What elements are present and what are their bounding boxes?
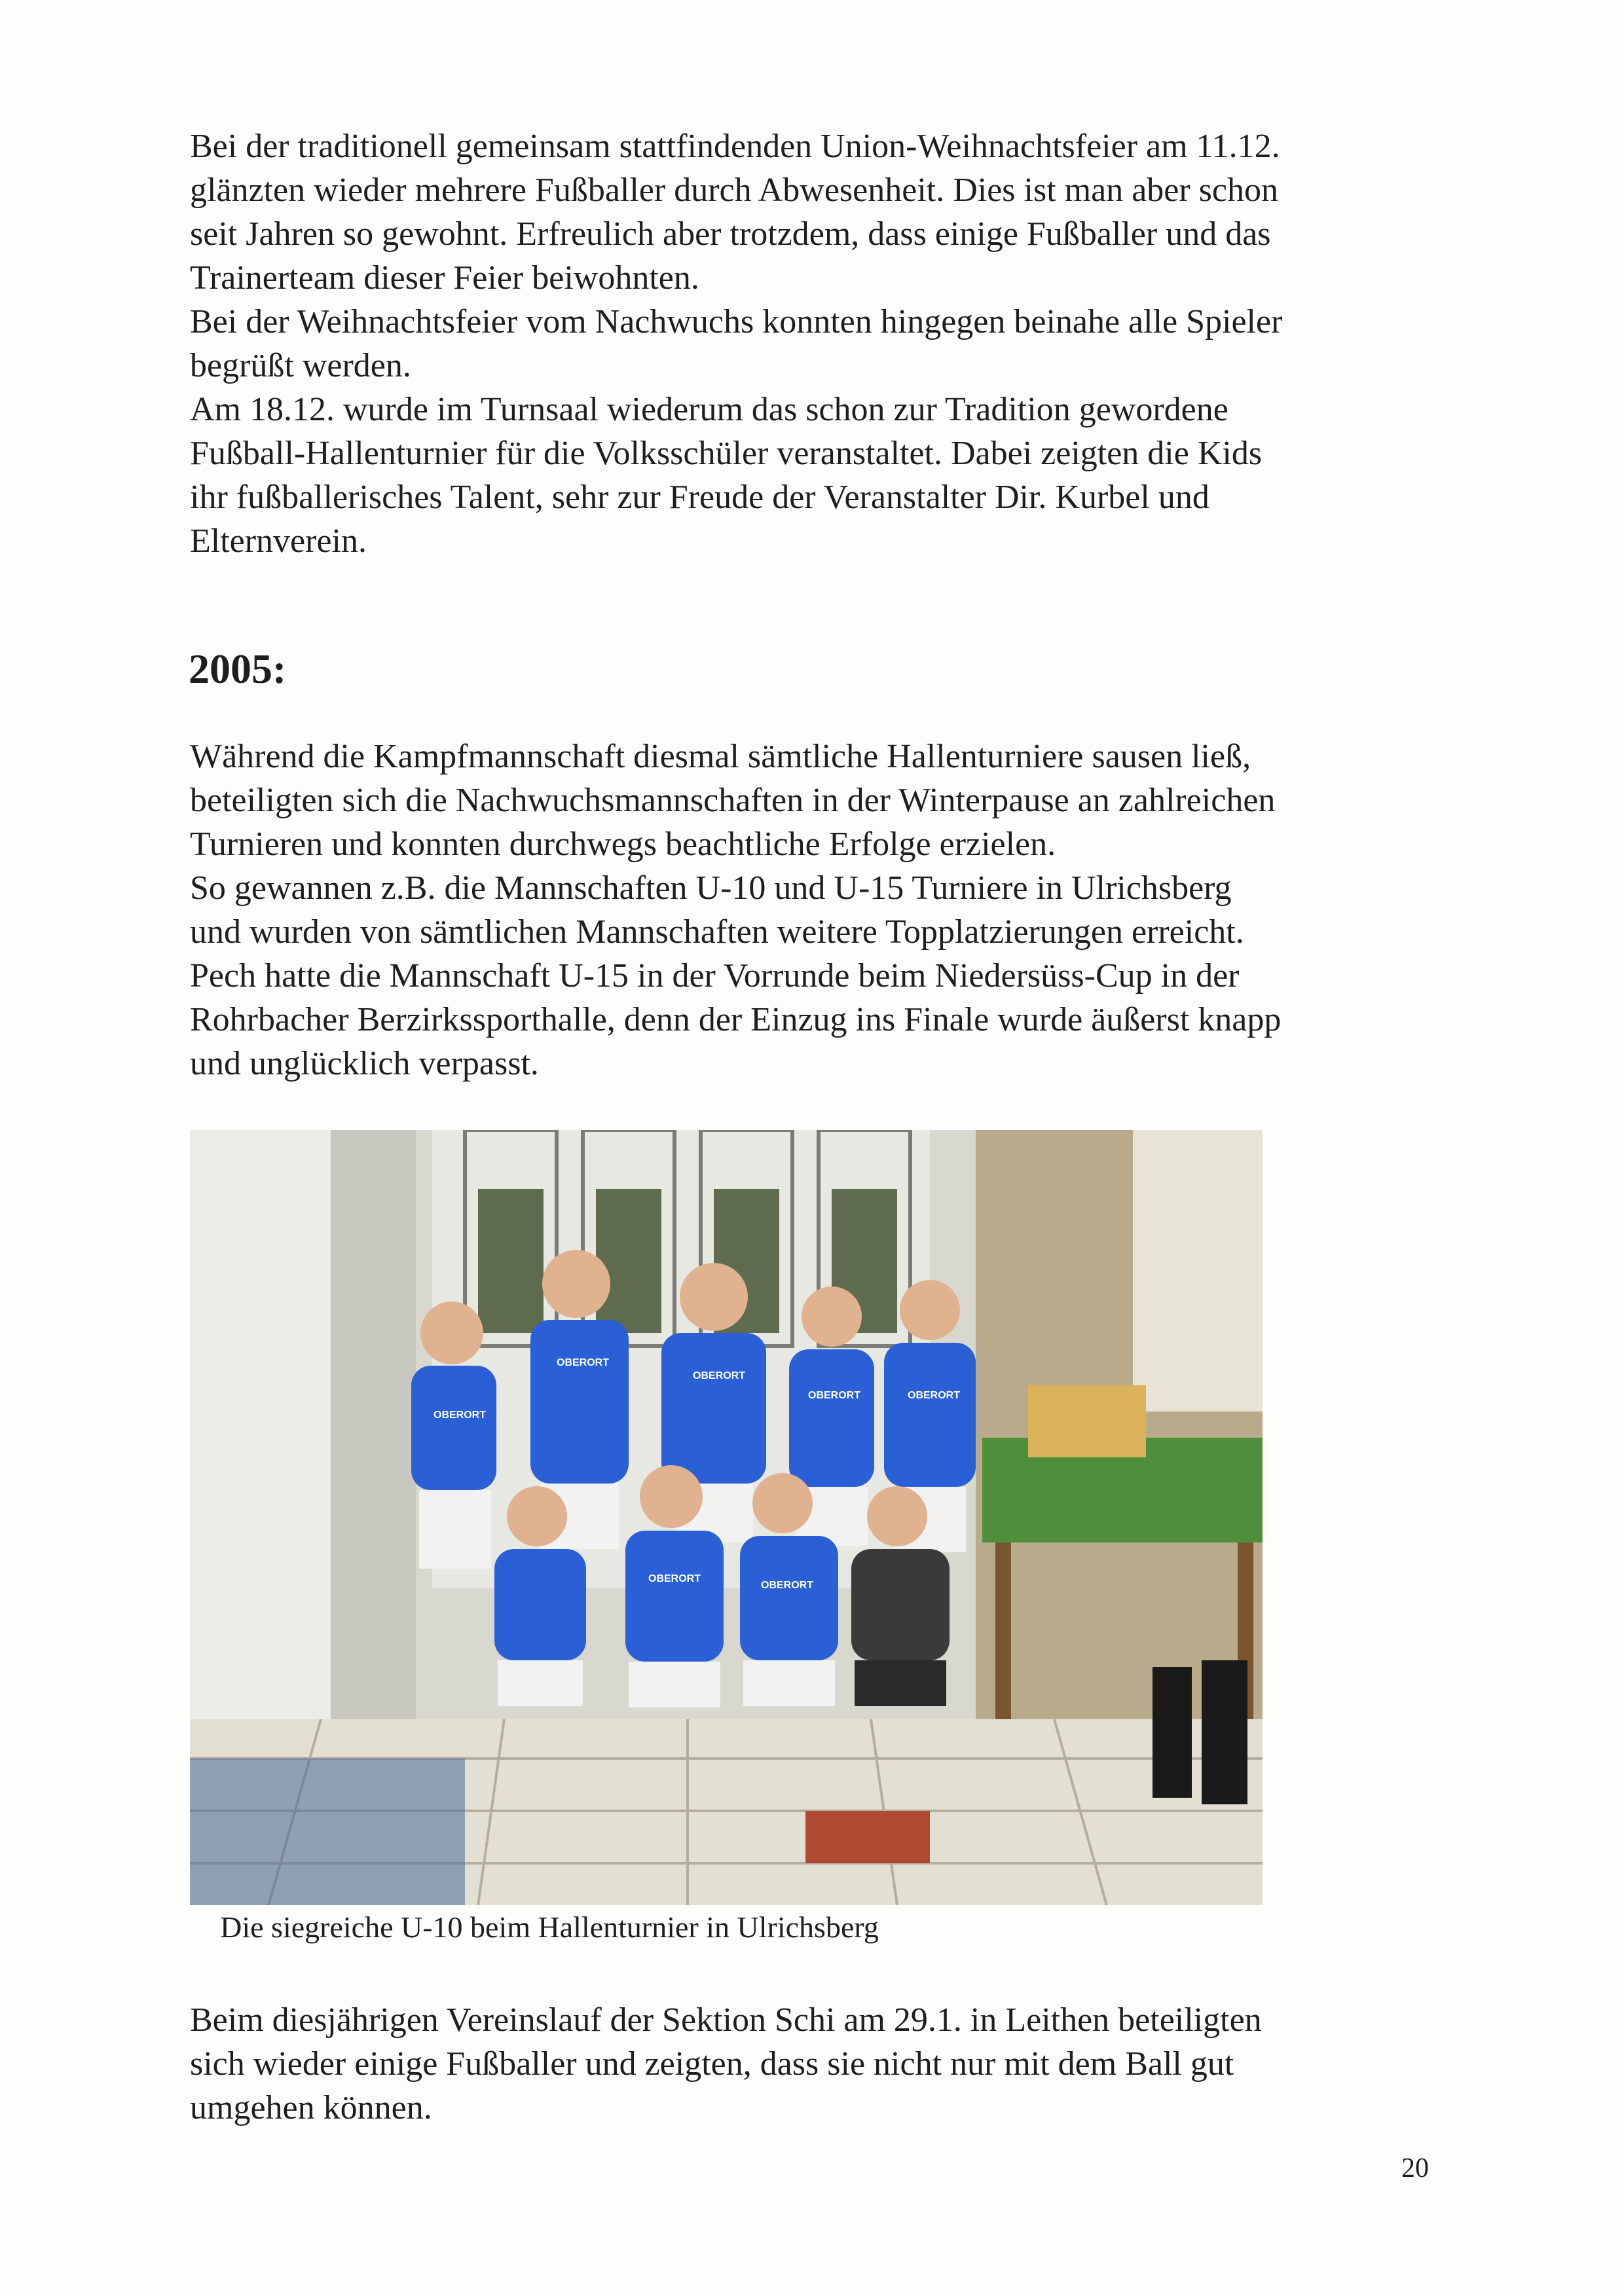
page-number: 20	[1401, 2153, 1429, 2183]
text-line: ihr fußballerisches Talent, sehr zur Freude der Veranstalter Dir. Kurbel und	[190, 479, 1209, 516]
jersey-text: OBERORT	[693, 1370, 745, 1381]
text-line: seit Jahren so gewohnt. Erfreulich aber trotzdem, dass einige Fußballer und das	[190, 215, 1271, 253]
paragraph-nachwuchs	[190, 300, 1429, 388]
paragraph-hallenturnier	[190, 388, 1429, 563]
jersey-text: OBERORT	[434, 1410, 486, 1421]
text-line: Fußball-Hallenturnier für die Volksschüler veranstaltet. Dabei zeigten die Kids	[190, 435, 1263, 472]
photo-caption: Die siegreiche U-10 beim Hallenturnier in Ulrichsberg	[220, 1910, 879, 1944]
jersey-text: OBERORT	[908, 1390, 960, 1401]
team-photo	[190, 1130, 1263, 1905]
text-line: Am 18.12. wurde im Turnsaal wiederum das schon zur Tradition gewordene	[190, 391, 1228, 428]
text-line: Elternverein.	[190, 522, 367, 560]
paragraph-turniererfolge	[190, 866, 1429, 1085]
paragraph-vereinslauf	[190, 1998, 1429, 2130]
text-line: und unglücklich verpasst.	[190, 1045, 539, 1082]
jersey-text: OBERORT	[808, 1390, 860, 1401]
text-line: sich wieder einige Fußballer und zeigten, dass sie nicht nur mit dem Ball gut	[190, 2045, 1234, 2083]
text-line: Beim diesjährigen Vereinslauf der Sektion Schi am 29.1. in Leithen beteiligten	[190, 2001, 1262, 2039]
text-line: umgehen können.	[190, 2089, 432, 2126]
section-heading-2005: 2005:	[189, 646, 287, 692]
text-line: Rohrbacher Berzirkssporthalle, denn der Einzug ins Finale wurde äußerst knapp	[190, 1001, 1282, 1038]
text-line: So gewannen z.B. die Mannschaften U-10 und U-15 Turniere in Ulrichsberg	[190, 869, 1232, 907]
text-line: begrüßt werden.	[190, 347, 411, 384]
text-line: Trainerteam dieser Feier beiwohnten.	[190, 259, 699, 297]
text-line: glänzten wieder mehrere Fußballer durch Abwesenheit. Dies ist man aber schon	[190, 172, 1278, 209]
text-line: Bei der Weihnachtsfeier vom Nachwuchs konnten hingegen beinahe alle Spieler	[190, 303, 1283, 340]
text-line: Pech hatte die Mannschaft U-15 in der Vorrunde beim Niedersüss-Cup in der	[190, 957, 1240, 994]
jersey-text: OBERORT	[648, 1573, 701, 1584]
text-line: und wurden von sämtlichen Mannschaften weitere Topplatzierungen erreicht.	[190, 913, 1244, 951]
text-line: beteiligten sich die Nachwuchsmannschaften in der Winterpause an zahlreichen	[190, 782, 1276, 819]
jersey-text: OBERORT	[557, 1357, 609, 1368]
text-line: Turnieren und konnten durchwegs beachtliche Erfolge erzielen.	[190, 826, 1056, 863]
text-line: Während die Kampfmannschaft diesmal sämtliche Hallenturniere sausen ließ,	[190, 738, 1251, 775]
jersey-text: OBERORT	[761, 1580, 813, 1591]
paragraph-kampfmannschaft	[190, 735, 1429, 866]
text-line: Bei der traditionell gemeinsam stattfindenden Union-Weihnachtsfeier am 11.12.	[190, 128, 1280, 165]
paragraph-weihnachtsfeier	[190, 124, 1429, 300]
